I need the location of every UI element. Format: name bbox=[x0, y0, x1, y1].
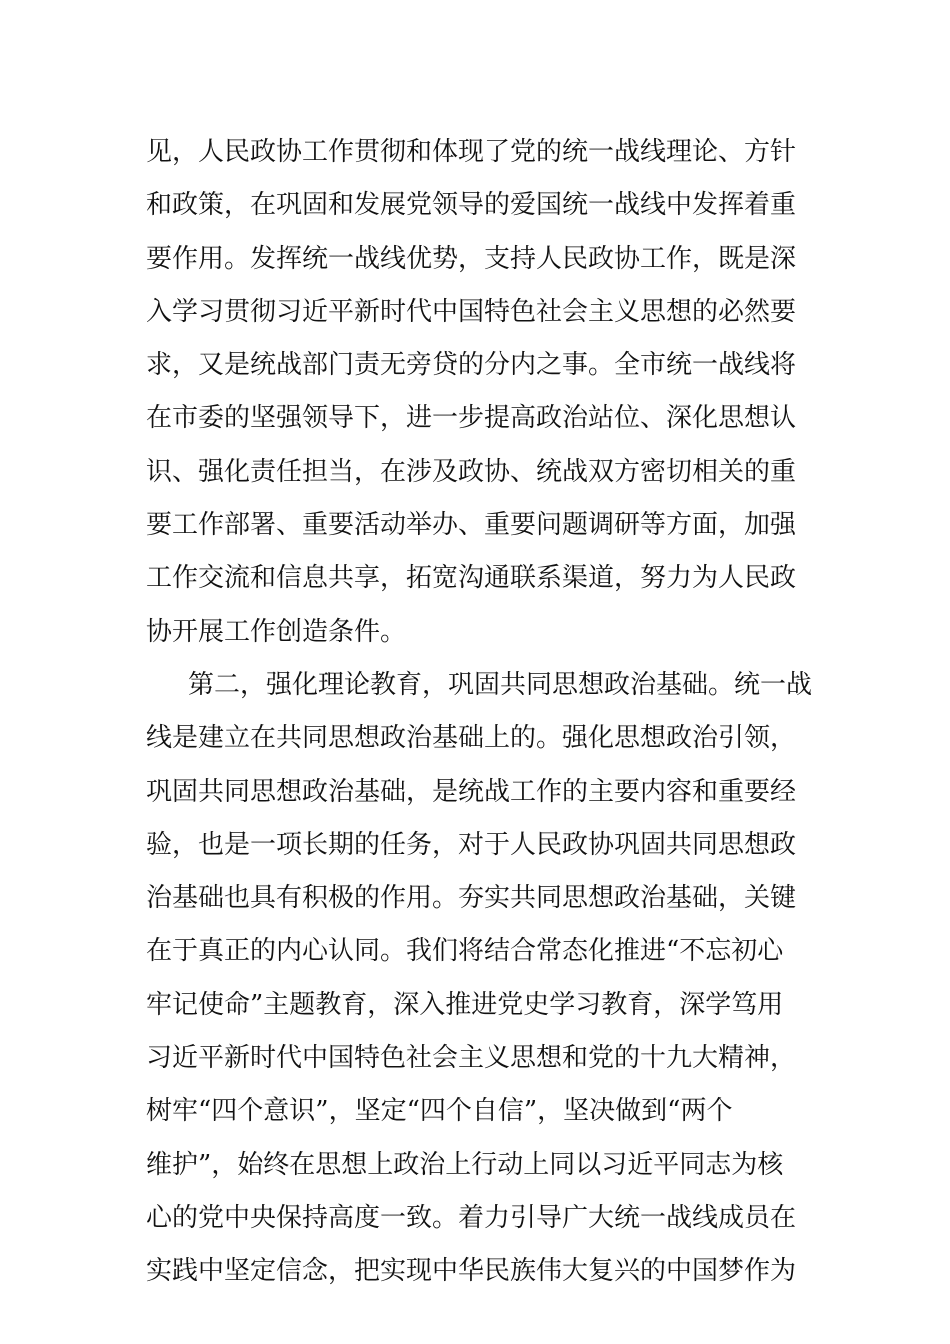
text-line: 习近平新时代中国特色社会主义思想和党的十九大精神， bbox=[146, 1043, 797, 1074]
paragraph-continued bbox=[146, 126, 811, 659]
text-line: 要工作部署、重要活动举办、重要问题调研等方面，加强 bbox=[146, 510, 797, 541]
text-line: 在于真正的内心认同。我们将结合常态化推进“不忘初心 bbox=[146, 936, 784, 967]
text-line: 入学习贯彻习近平新时代中国特色社会主义思想的必然要 bbox=[146, 296, 797, 327]
text-line: 巩固共同思想政治基础，是统战工作的主要内容和重要经 bbox=[146, 776, 797, 807]
text-line: 第二，强化理论教育，巩固共同思想政治基础。统一战 bbox=[188, 669, 813, 700]
text-line: 线是建立在共同思想政治基础上的。强化思想政治引领， bbox=[146, 723, 797, 754]
text-line: 识、强化责任担当，在涉及政协、统战双方密切相关的重 bbox=[146, 456, 797, 487]
body-text bbox=[146, 126, 811, 1299]
text-line: 实践中坚定信念，把实现中华民族伟大复兴的中国梦作为 bbox=[146, 1256, 797, 1287]
text-line: 见，人民政协工作贯彻和体现了党的统一战线理论、方针 bbox=[146, 137, 797, 167]
text-line: 维护”，始终在思想上政治上行动上同以习近平同志为核 bbox=[146, 1149, 784, 1180]
text-line: 治基础也具有积极的作用。夯实共同思想政治基础，关键 bbox=[146, 883, 797, 914]
text-line: 牢记使命”主题教育，深入推进党史学习教育，深学笃用 bbox=[146, 989, 784, 1020]
text-line: 验，也是一项长期的任务，对于人民政协巩固共同思想政 bbox=[146, 829, 797, 860]
paragraph-second-point bbox=[146, 659, 811, 1299]
text-line: 要作用。发挥统一战线优势，支持人民政协工作，既是深 bbox=[146, 243, 797, 274]
text-line: 求，又是统战部门责无旁贷的分内之事。全市统一战线将 bbox=[146, 350, 797, 381]
text-line: 和政策，在巩固和发展党领导的爱国统一战线中发挥着重 bbox=[146, 190, 797, 221]
text-line: 心的党中央保持高度一致。着力引导广大统一战线成员在 bbox=[146, 1202, 797, 1233]
text-line: 树牢“四个意识”，坚定“四个自信”，坚决做到“两个 bbox=[146, 1096, 733, 1127]
text-line: 工作交流和信息共享，拓宽沟通联系渠道，努力为人民政 bbox=[146, 563, 797, 594]
text-line: 协开展工作创造条件。 bbox=[146, 616, 407, 647]
text-line: 在市委的坚强领导下，进一步提高政治站位、深化思想认 bbox=[146, 403, 797, 434]
